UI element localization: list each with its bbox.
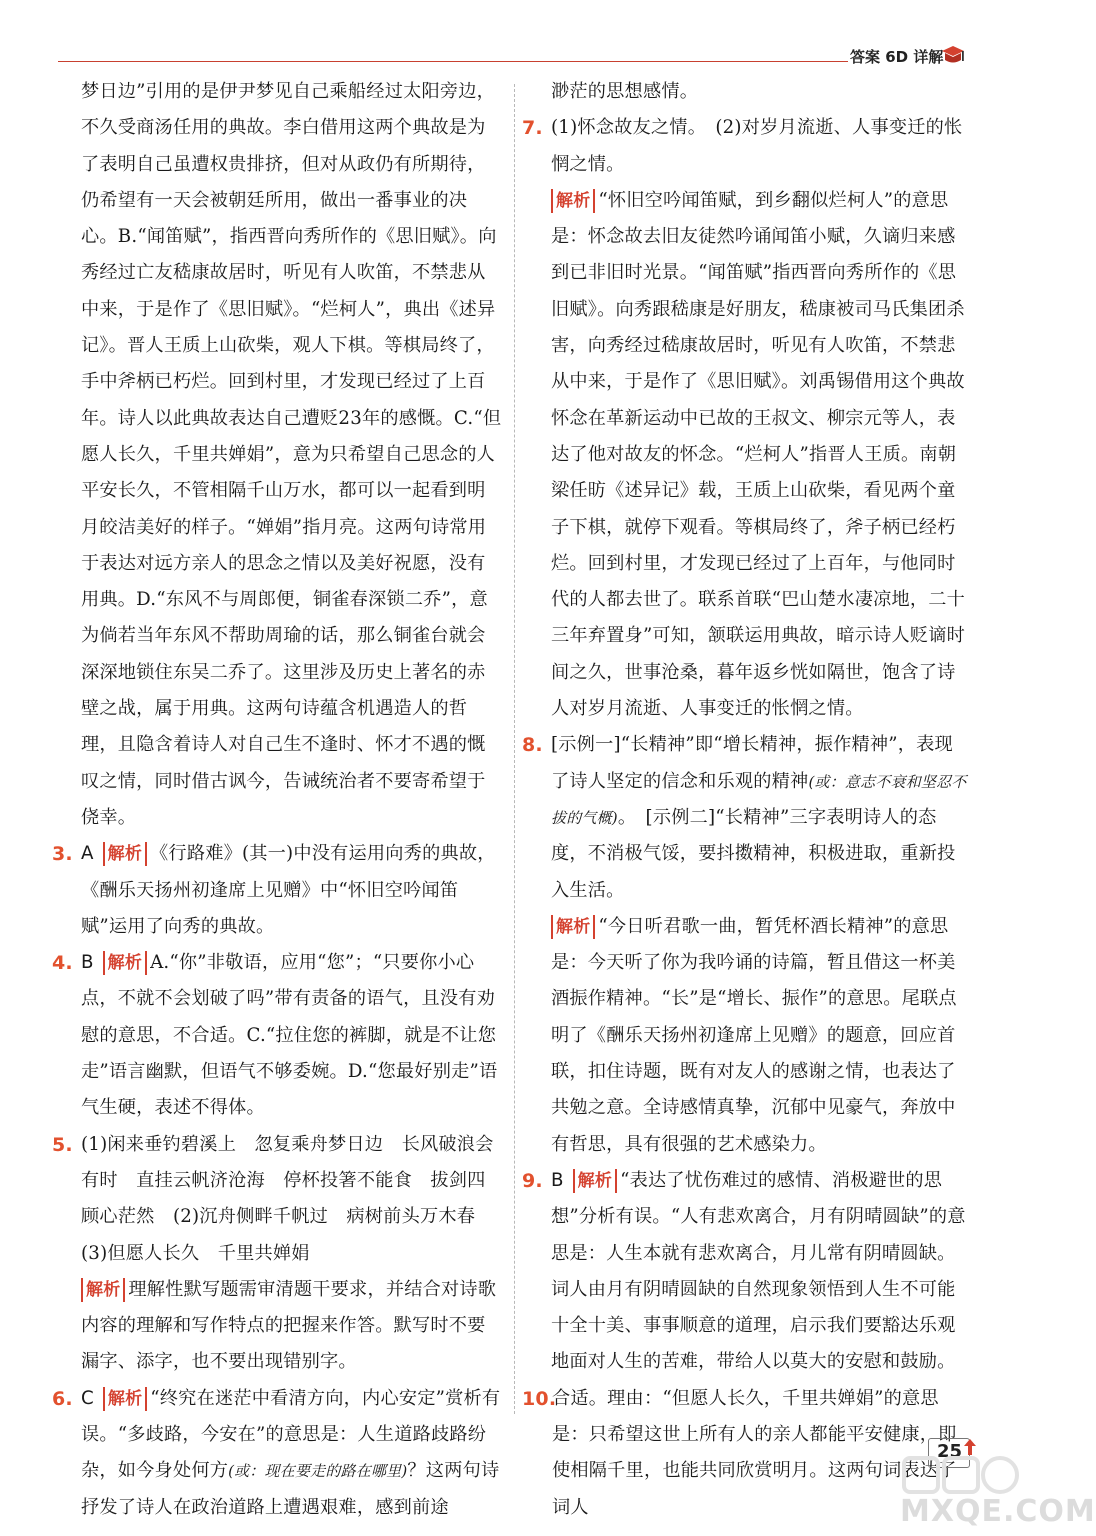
book-icon (940, 43, 966, 67)
jiexi-label: 解析 (551, 189, 595, 213)
choice-answer: B (551, 1169, 564, 1191)
answer-item-7 (522, 110, 970, 727)
answer-text: [示例一]“长精神”即“增长精神，振作精神”，表现了诗人坚定的信念和乐观的精神 (551, 734, 953, 792)
answer-item-4 (52, 945, 502, 1126)
answer-item-3 (52, 836, 502, 945)
explanation-text: A.“你”非敬语，应用“您”；“只要你小心点，不就不会划破了吗”带有责备的语气，且没有劝慰的意思，不合适。C.“拉住您的裤脚，就是不让您走”语言幽默，但语气不够委婉。D.“您最好别走”语气生硬，表述不得体。 (81, 952, 498, 1119)
item-number: 8. (522, 734, 543, 757)
item-number: 3. (52, 843, 73, 866)
watermark-text: MXQE.COM (900, 1494, 1096, 1529)
alt-note: (或：意志不衰和坚忍不拔的气概) (551, 772, 967, 827)
answer-item-9 (522, 1163, 970, 1381)
jiexi-label: 解析 (81, 1278, 125, 1302)
explanation-text: “怀旧空吟闻笛赋，到乡翻似烂柯人”的意思是：怀念故去旧友徒然吟诵闻笛小赋，久谪归来感到已非旧时光景。“闻笛赋”指西晋向秀所作的《思旧赋》。向秀跟嵇康是好朋友，嵇康被司马氏集团杀害，向秀经过嵇康故居时，听见有人吹笛，不禁悲从中来，于是作了《思旧赋》。刘禹锡借用这个典故怀念在革新运动中已故的王叔文、柳宗元等人，表达了他对故友的怀念。“烂柯人”指晋人王质。南朝梁任昉《述异记》载，王质上山砍柴，看见两个童子下棋，就停下观看。等棋局终了，斧子柄已经朽烂。回到村里，才发现已经过了上百年，与他同时代的人都去世了。联系首联“巴山楚水凄凉地，二十三年弃置身”可知，颔联运用典故，暗示诗人贬谪时间之久，世事沧桑，暮年返乡恍如隔世，饱含了诗人对岁月流逝、人事变迁的怅惘之情。 (551, 189, 966, 720)
explanation-text: “表达了忧伤难过的感情、消极避世的思想”分析有误。“人有悲欢离合，月有阴晴圆缺”的意思是：人生本就有悲欢离合，月儿常有阴晴圆缺。词人由月有阴晴圆缺的自然现象领悟到人生不可能十全十美、事事顺意的道理，启示我们要豁达乐观地面对人生的苦难，带给人以莫大的安慰和鼓励。 (551, 1169, 966, 1373)
answer-item-8 (522, 727, 970, 1163)
item-number: 10. (522, 1387, 557, 1410)
answer-item-5 (52, 1127, 502, 1381)
explanation-text: 《行路难》(其一)中没有运用向秀的典故，《酬乐天扬州初逢席上见赠》中“怀旧空吟闻笛赋”运用了向秀的典故。 (81, 843, 496, 937)
answer-item-6 (52, 1381, 502, 1526)
answer-continuation: 渺茫的思想感情。 (551, 81, 699, 102)
explanation-text: 理解性默写题需审清题干要求，并结合对诗歌内容的理解和写作特点的把握来作答。默写时不要漏字、添字，也不要出现错别字。 (81, 1278, 497, 1373)
explanation-text: “今日听君歌一曲，暂凭杯酒长精神”的意思是：今天听了你为我吟诵的诗篇，暂且借这一杯美酒振作精神。“长”是“增长、振作”的意思。尾联点明了《酬乐天扬州初逢席上见赠》的题意，回应首联，扣住诗题，既有对友人的感谢之情，也表达了共勉之意。全诗感情真挚，沉郁中见豪气，奔放中有哲思，具有很强的艺术感染力。 (551, 915, 957, 1155)
answer-text: (1)怀念故友之情。 (2)对岁月流逝、人事变迁的怅惘之情。 (551, 117, 963, 175)
explanation-text-cont: ？这两句诗抒发了诗人在政治道路上遭遇艰难，感到前途 (81, 1460, 500, 1518)
answer-text-cont: 。 [示例二]“长精神”三字表明诗人的态度，不消极气馁，要抖擞精神，积极进取，重新投入生活。 (551, 806, 956, 901)
jiexi-label: 解析 (103, 1387, 147, 1411)
jiexi-label: 解析 (103, 951, 147, 975)
column-divider (514, 84, 515, 1414)
choice-answer: C (81, 1387, 94, 1409)
item-number: 6. (52, 1387, 73, 1410)
header-rule (58, 61, 848, 62)
page-number: 25 (937, 1441, 963, 1462)
choice-answer: A (81, 843, 94, 865)
alt-note: (或：现在要走的路在哪里) (228, 1462, 408, 1481)
item-number: 9. (522, 1169, 543, 1192)
right-column (522, 74, 970, 1526)
jiexi-label: 解析 (573, 1169, 617, 1193)
item-number: 4. (52, 952, 73, 975)
answer-text: (1)闲来垂钓碧溪上 忽复乘舟梦日边 长风破浪会有时 直挂云帆济沧海 停杯投箸不能食 拔剑四顾心茫然 (2)沉舟侧畔千帆过 病树前头万木春 (3)但愿人长久 千里共婵娟 (81, 1133, 494, 1264)
jiexi-label: 解析 (551, 915, 595, 939)
answer-continuation: 梦日边”引用的是伊尹梦见自己乘船经过太阳旁边，不久受商汤任用的典故。李白借用这两个典故是为了表明自己虽遭权贵排挤，但对从政仍有所期待，仍希望有一天会被朝廷所用，做出一番事业的决心。B.“闻笛赋”，指西晋向秀所作的《思旧赋》。向秀经过亡友嵇康故居时，听见有人吹笛，不禁悲从中来，于是作了《思旧赋》。“烂柯人”，典出《述异记》。晋人王质上山砍柴，观人下棋。等棋局终了，手中斧柄已朽烂。回到村里，才发现已经过了上百年。诗人以此典故表达自己遭贬23年的感慨。C.“但愿人长久，千里共婵娟”，意为只希望自己思念的人平安长久，不管相隔千山万水，都可以一起看到明月皎洁美好的样子。“婵娟”指月亮。这两句诗常用于表达对远方亲人的思念之情以及美好祝愿，没有用典。D.“东风不与周郎便，铜雀春深锁二乔”，意为倘若当年东风不帮助周瑜的话，那么铜雀台就会深深地锁住东吴二乔了。这里涉及历史上著名的赤壁之战，属于用典。这两句诗蕴含机遇造人的哲理，且隐含着诗人对自己生不逢时、怀才不遇的慨叹之情，同时借古讽今，告诫统治者不要寄希望于侥幸。 (81, 81, 502, 828)
jiexi-label: 解析 (103, 842, 147, 866)
header-title: 答案 6D 详解 (850, 48, 944, 66)
item-number: 7. (522, 117, 543, 140)
answer-text: 合适。理由：“但愿人长久，千里共婵娟”的意思是：只希望这世上所有人的亲人都能平安健康，即使相隔千里，也能共同欣赏明月。这两句词表达了词人 (552, 1387, 957, 1518)
choice-answer: B (81, 952, 94, 974)
explanation-text: “终究在迷茫中看清方向，内心安定”赏析有误。“多歧路，今安在”的意思是：人生道路歧路纷杂，如今身处何方 (81, 1387, 501, 1482)
item-number: 5. (52, 1133, 73, 1156)
left-column (52, 74, 502, 1526)
